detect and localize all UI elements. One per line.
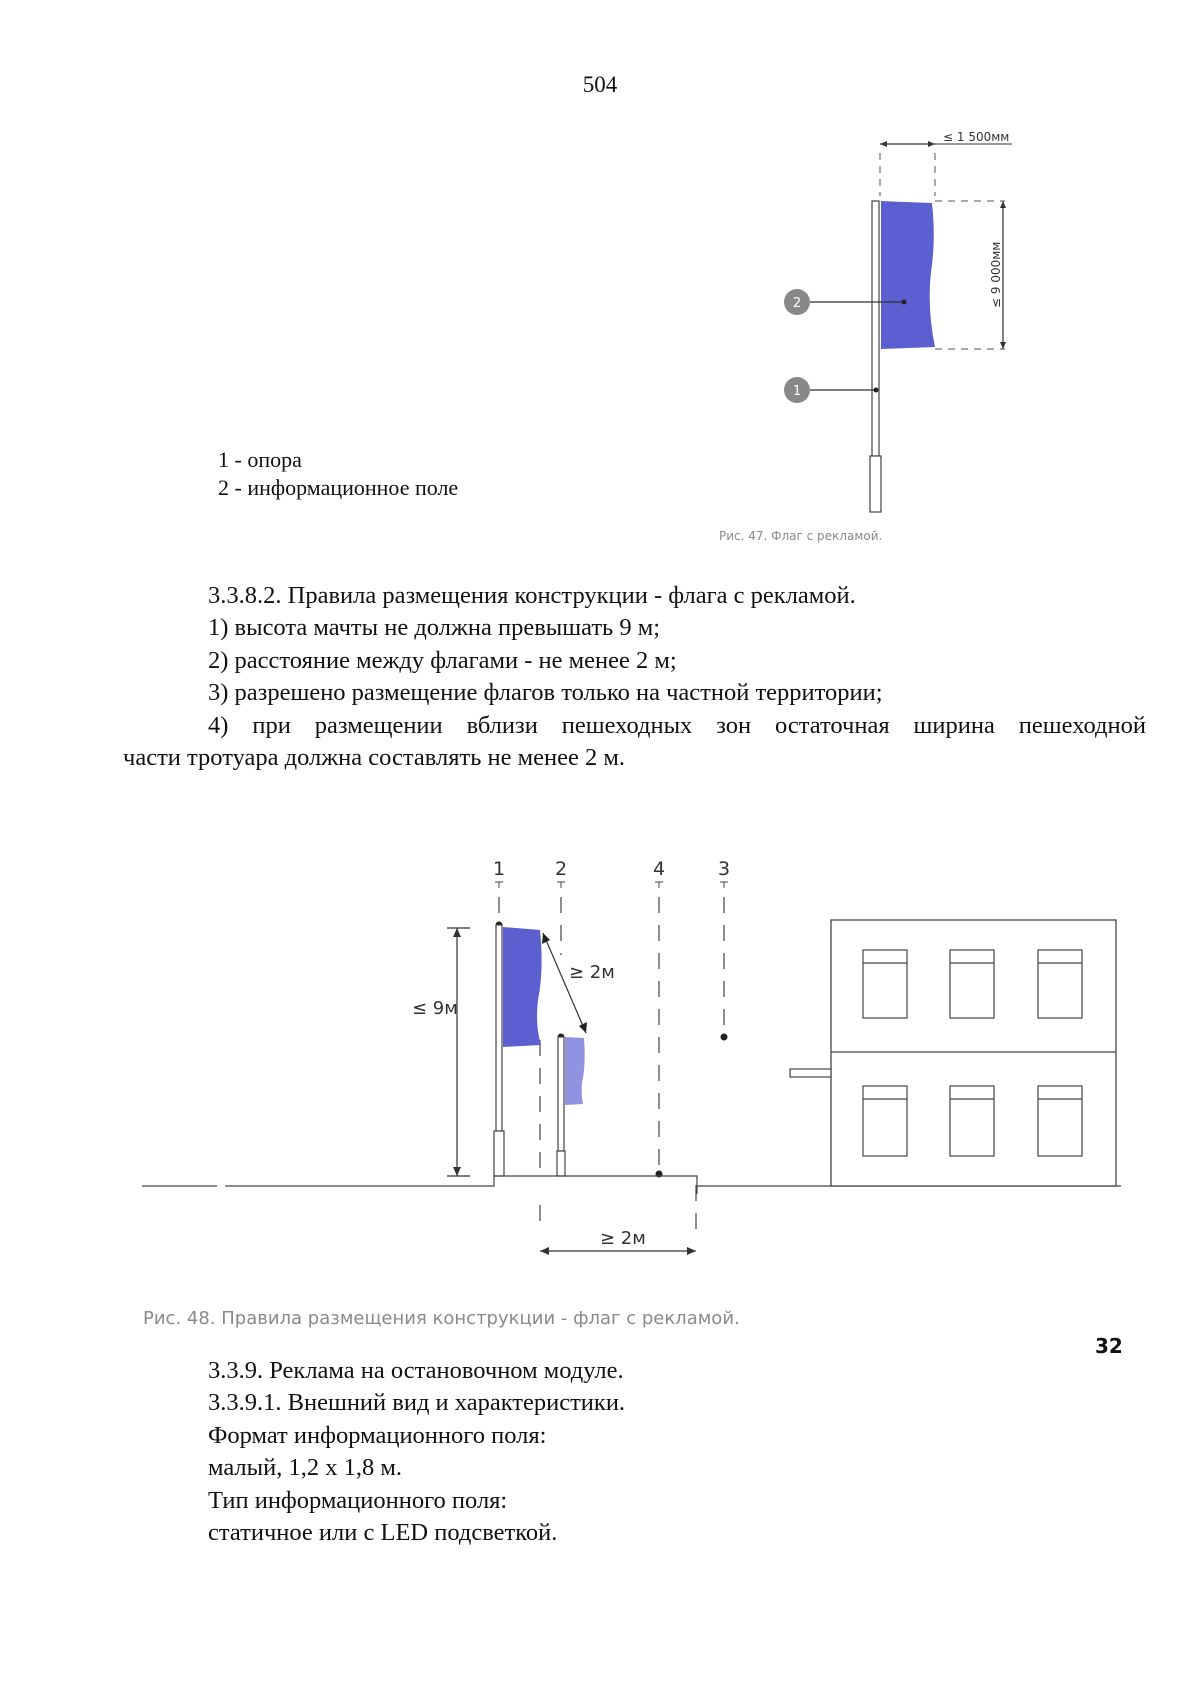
rule-item: 2) расстояние между флагами - не менее 2 м; xyxy=(208,647,677,674)
height-dimension-label: ≤ 9 000мм xyxy=(989,241,1003,308)
column-label-2: 2 xyxy=(554,858,568,880)
flag-distance-label: ≥ 2м xyxy=(569,962,615,983)
column-label-4: 4 xyxy=(652,858,666,880)
section-339-line: 3.3.9. Реклама на остановочном модуле. xyxy=(208,1357,624,1384)
page-corner-number: 32 xyxy=(1095,1334,1123,1358)
section-339-line: Тип информационного поля: xyxy=(208,1487,508,1514)
section-339-line: статичное или с LED подсветкой. xyxy=(208,1519,558,1546)
flag-2-pole xyxy=(558,1037,564,1151)
flag-2-base xyxy=(557,1151,565,1176)
rule-item-4-line-1: 4) при размещении вблизи пешеходных зон остаточная ширина пешеходной xyxy=(208,712,1146,739)
flag-1 xyxy=(503,927,542,1047)
legend-item-information-field: 2 - информационное поле xyxy=(218,475,459,500)
section-339-line: 3.3.9.1. Внешний вид и характеристики. xyxy=(208,1389,626,1416)
page-top-number: 504 xyxy=(582,72,618,97)
section-339-line: малый, 1,2 х 1,8 м. xyxy=(208,1454,402,1481)
sidewalk-width-label: ≥ 2м xyxy=(600,1228,646,1249)
width-dimension-label: ≤ 1 500мм xyxy=(943,130,1010,144)
column-label-3: 3 xyxy=(717,858,731,880)
column-label-1: 1 xyxy=(492,858,506,880)
figure-48-caption: Рис. 48. Правила размещения конструкции - флаг с рекламой. xyxy=(143,1308,740,1329)
flag-1-pole xyxy=(496,925,502,1131)
marker-1-label: 1 xyxy=(792,384,802,399)
mast-height-label: ≤ 9м xyxy=(412,998,458,1019)
section-339-line: Формат информационного поля: xyxy=(208,1422,547,1449)
rule-item: 3) разрешено размещение флагов только на частной территории; xyxy=(208,679,883,706)
section-3382-heading: 3.3.8.2. Правила размещения конструкции - флага с рекламой. xyxy=(208,582,856,609)
marker-2-label: 2 xyxy=(792,296,802,311)
figure-47-caption: Рис. 47. Флаг с рекламой. xyxy=(719,529,883,543)
rule-item-4-line-2: части тротуара должна составлять не менее 2 м. xyxy=(123,744,625,771)
flag-2 xyxy=(565,1037,585,1105)
rule-item: 1) высота мачты не должна превышать 9 м; xyxy=(208,614,661,641)
flag-1-base xyxy=(494,1131,504,1176)
legend-item-support: 1 - опора xyxy=(218,447,302,472)
building xyxy=(790,920,1116,1186)
